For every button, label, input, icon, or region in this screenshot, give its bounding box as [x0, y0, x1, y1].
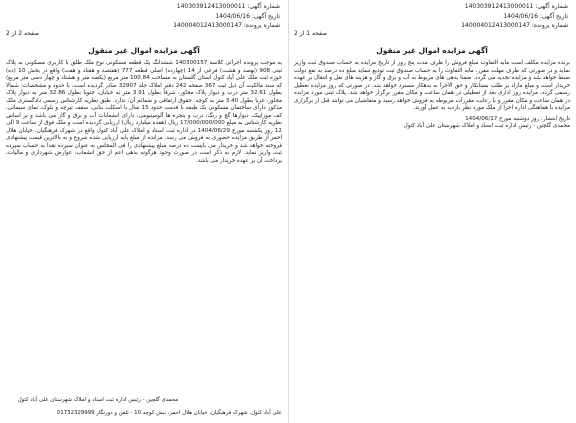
office-signature: محمدی گلچین - رئیس اداره ثبت اسناد و املاک شهرستان علی آباد کتول [403, 123, 570, 129]
notice-body-text: برنده مزایده مکلف است مابه التفاوت مبلغ فروش را ظرف مدت پنج روز از تاریخ مزایده به حساب صندوق ثبت واریز نماید و در صورتی که ظرف مهلت مقرر، مابه التفاوت را به حساب صندوق ثبت تودیع ننماید مبلغ ده درصد به نفع دولت ضبط خواهد شد و مزایده تجدید می گردد. ضمنا بدهی های مربوط به آب و برق و گاز و هزینه های نقل و انتقال بر عهده خریدار است و مبلغ مازاد بر طلب بستانکار و حق الاجرا به بدهکار مسترد خواهد شد. در صورتی که روز مزایده تعطیل رسمی گردد، مزایده روز اداری بعد از تعطیلی در همان ساعت و مکان مقرر برگزار خواهد شد. پلاک ثبتی مورد مزایده در همان ساعت و مکان مقرر و با رعایت مقررات مربوطه به فروش خواهد رسید و متقاضیان می توانند قبل از برگزاری مزایده با هماهنگی اداره اجرا از ملک مورد نظر بازدید به عمل آورند. [294, 60, 570, 111]
office-signature: محمدی گلچین - رئیس اداره ثبت اسناد و املاک شهرستان علی آباد کتول [17, 397, 178, 403]
notice-number: شماره آگهی: 140303912413000011 [464, 3, 568, 10]
file-number: شماره پرونده: 140004012413000147 [461, 22, 568, 30]
notice-body-text: به موجب پرونده اجرائی کلاسه 140300157 ششدانگ یک قطعه مسکونی نوع ملک طلق با کاربری مسکونی به پلاک ثبتی 908 (نهصد و هشت) فرعی از 14 (چهارده) اصلی قطعه 777 (هفتصد و هفتاد و هفت) واقع در بخش 10 (ده) حوزه ثبت ملک علی آباد کتول استان گلستان به مساحت 100.84 متر مربع (یکصد متر و هشتاد و چهار دسی متر مربع) که سند مالکیت آن ذیل ثبت 367 صفحه 242 دفتر املاک جلد 32907 صادر گردیده است، با حدود و مشخصات: شمالا بطول 32.61 متر درب و دیوار پلاک مجاور، شرقا بطول 3.91 متر به خیابان، جنوبا بطول 32.86 متر به دیوار پلاک مجاور، غربا بطول 3.40 متر به کوچه. حقوق ارتفاقی و ضمائم آن: ندارد. طبق نظریه کارشناس رسمی دادگستری ملک مذکور دارای ساختمان مسکونی یک طبقه با قدمت حدود 15 سال با اسکلت بنایی، سقف تیرچه و بلوک، نمای سیمانی، کف موزاییک، دیوارها گچ و رنگ، درب و پنجره ها آلومینیومی، دارای انشعابات آب و برق و گاز می باشد و بر اساس نظریه کارشناس به مبلغ 17/000/000/000 ریال (هفده میلیارد ریال) ارزیابی گردیده است و ملک فوق از ساعت 9 الی 12 روز یکشنبه مورخ 1404/06/29 در اداره ثبت اسناد و املاک علی آباد کتول واقع در شهرک فرهنگیان، خیابان هلال احمر از طریق مزایده حضوری به فروش می رسد. مزایده از مبلغ پایه ارزیابی شده شروع و به بالاترین قیمت پیشنهادی فروخته خواهد شد و خریدار می بایست ده درصد مبلغ پیشنهادی را فی المجلس به عنوان سپرده نقدا به حساب سپرده ثبت واریز نماید. لازم به ذکر است در صورت وجود هرگونه بدهی اعم از حق انشعاب، عوارض شهرداری و مالیات، پرداخت آن بر عهده خریدار می باشد. [6, 60, 283, 164]
page-number: صفحه 1 از 2 [294, 30, 328, 37]
page-number: صفحه 2 از 2 [6, 30, 40, 37]
right-notice-page [288, 0, 576, 423]
notice-date: تاریخ آگهی: 1404/06/16 [215, 12, 280, 20]
publish-date: تاریخ انتشار: روز دوشنبه مورخ 1404/06/17 [465, 115, 570, 122]
notice-footer: علی آباد کتول، شهرک فرهنگیان، خیابان هلال احمر، نبش کوچه 10 - تلفن و دورنگار 01732329999 [56, 410, 282, 416]
notice-body [294, 60, 570, 131]
notice-body [6, 60, 282, 165]
page-divider [288, 0, 289, 423]
file-number: شماره پرونده: 140004012413000147 [173, 22, 280, 30]
notice-number: شماره آگهی: 140303912413000011 [176, 3, 280, 10]
notice-title: آگهی مزایده اموال غیر منقول [88, 46, 200, 55]
notice-title: آگهی مزایده اموال غیر منقول [376, 46, 488, 55]
notice-date: تاریخ آگهی: 1404/06/16 [503, 12, 568, 20]
notice-header [120, 2, 280, 31]
notice-header [408, 2, 568, 31]
